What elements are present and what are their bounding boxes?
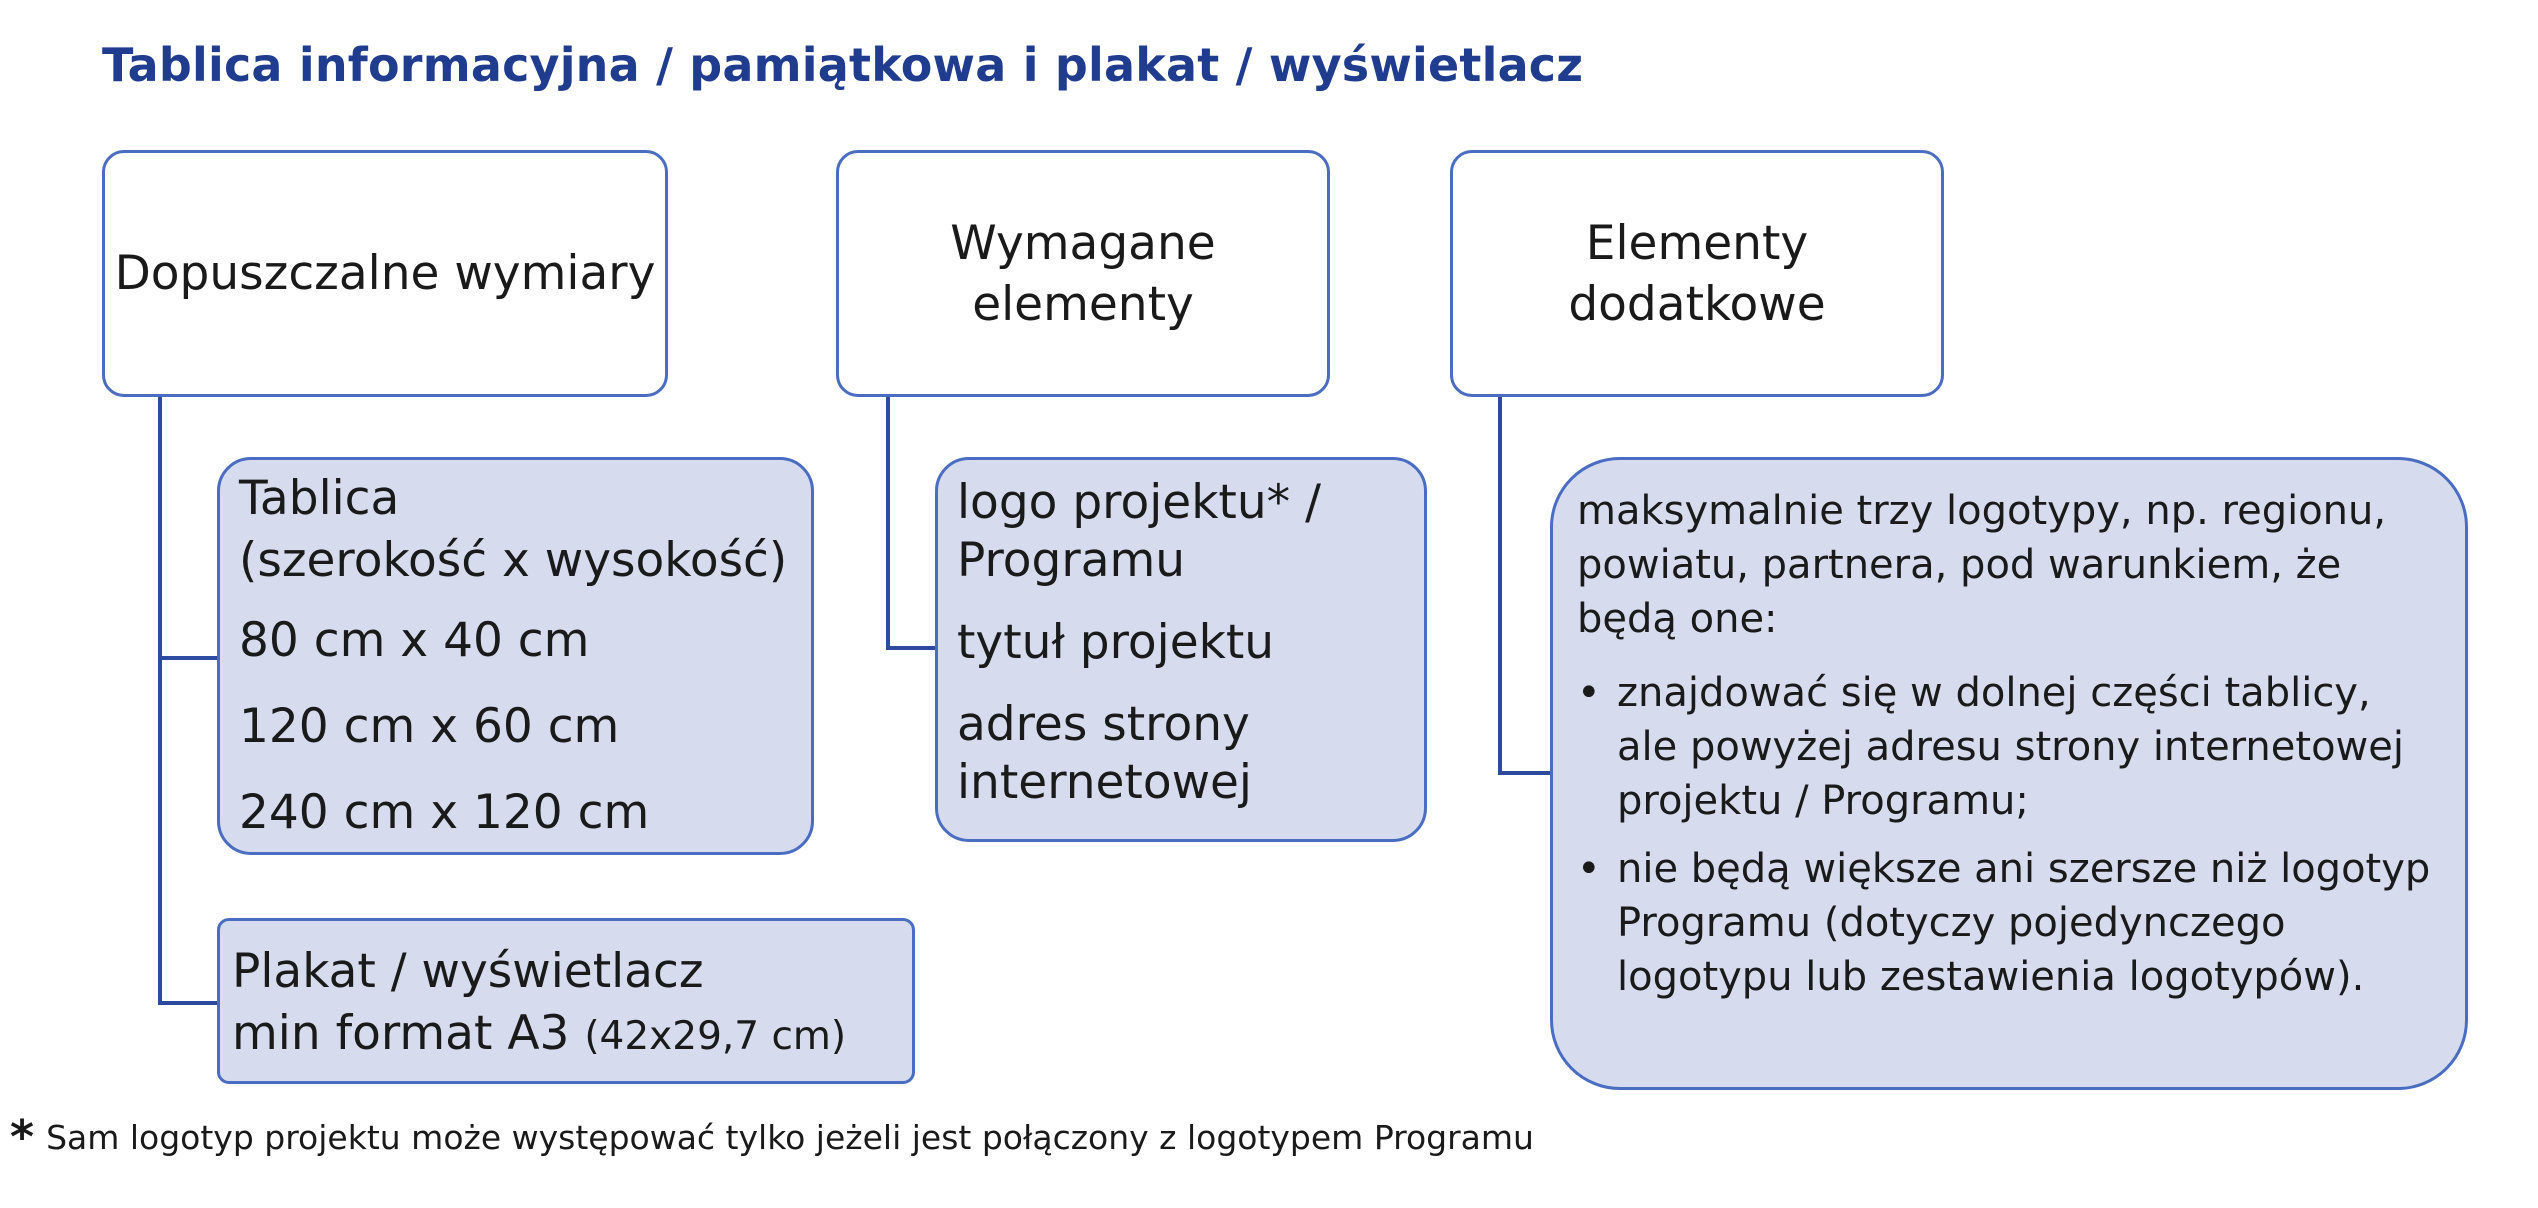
size-option: 80 cm x 40 cm xyxy=(239,613,590,668)
connector-required-vertical xyxy=(886,396,890,650)
bullet-icon: • xyxy=(1577,670,1601,716)
footnote-marker: * xyxy=(10,1110,35,1164)
poster-format-size: (42x29,7 cm) xyxy=(584,1014,847,1059)
required-item: logo projektu* / Programu xyxy=(957,475,1321,588)
list-item xyxy=(1577,842,2443,1004)
header-dimensions xyxy=(102,150,668,397)
connector-dimensions-vertical xyxy=(158,396,162,1005)
header-required xyxy=(836,150,1330,397)
poster-box xyxy=(217,918,915,1084)
connector-dimensions-to-poster xyxy=(158,1001,219,1005)
header-additional-label: Elementy dodatkowe xyxy=(1568,215,1826,332)
connector-additional-vertical xyxy=(1498,396,1502,775)
table-dimensions-box xyxy=(217,457,814,855)
additional-elements-box xyxy=(1550,457,2468,1090)
footnote xyxy=(10,1110,1534,1164)
page-title: Tablica informacyjna / pamiątkowa i plakat / wyświetlacz xyxy=(102,38,1584,92)
poster-format xyxy=(232,1003,902,1068)
poster-label: Plakat / wyświetlacz xyxy=(232,944,704,999)
size-option: 240 cm x 120 cm xyxy=(239,785,650,840)
table-label: Tablica xyxy=(239,471,400,526)
table-label-unit: (szerokość x wysokość) xyxy=(239,533,788,588)
additional-bullet-list xyxy=(1577,666,2443,1004)
size-option: 120 cm x 60 cm xyxy=(239,699,620,754)
required-item: tytuł projektu xyxy=(957,615,1275,670)
bullet-text: nie będą większe ani szersze niż logotyp Programu (dotyczy pojedynczego logotypu lub zestawienia logotypów). xyxy=(1617,846,2431,1000)
additional-intro: maksymalnie trzy logotypy, np. regionu, powiatu, partnera, pod warunkiem, że będą one: xyxy=(1577,488,2387,642)
connector-dimensions-to-table xyxy=(158,656,219,660)
header-required-label: Wymagane elementy xyxy=(950,215,1216,332)
required-elements-box xyxy=(935,457,1427,842)
connector-additional-to-box xyxy=(1498,771,1551,775)
header-additional xyxy=(1450,150,1944,397)
footnote-text: Sam logotyp projektu może występować tylko jeżeli jest połączony z logotypem Programu xyxy=(46,1118,1534,1157)
header-dimensions-label: Dopuszczalne wymiary xyxy=(114,246,656,301)
bullet-icon: • xyxy=(1577,846,1601,892)
poster-format-main: min format A3 xyxy=(232,1006,585,1061)
connector-required-to-box xyxy=(886,646,937,650)
required-item: adres strony internetowej xyxy=(957,697,1252,810)
list-item xyxy=(1577,666,2443,828)
bullet-text: znajdować się w dolnej części tablicy, ale powyżej adresu strony internetowej projektu / Programu; xyxy=(1617,670,2404,824)
